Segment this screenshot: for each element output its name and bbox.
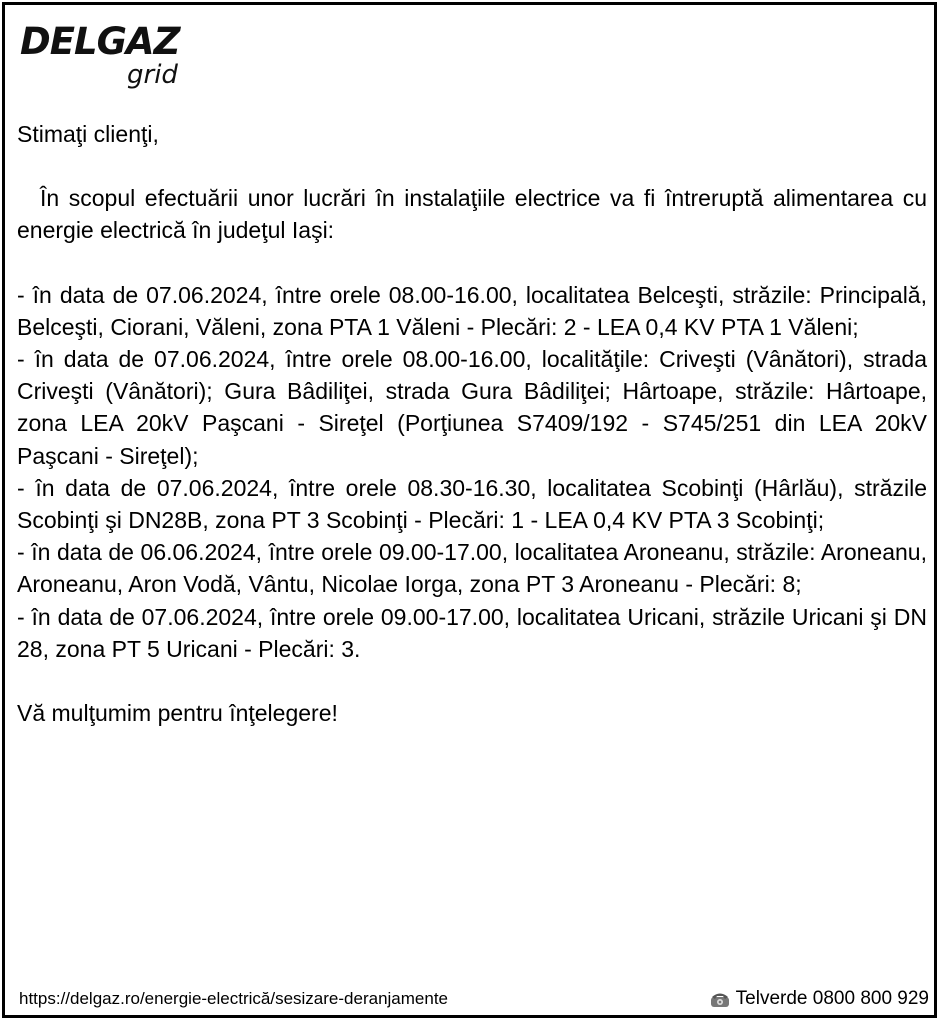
outage-item-4: - în data de 06.06.2024, între orele 09.00-17.00, localitatea Aroneanu, străzile: Aroneanu, Aroneanu, Aron Vodă, Vântu, Nicolae Iorga, zona PT 3 Aroneanu - Plecări: 8; <box>17 539 927 598</box>
footer-link[interactable]: https://delgaz.ro/energie-electrică/sesizare-deranjamente <box>19 989 449 1008</box>
notice-content <box>17 118 927 729</box>
logo-main-text: DELGAZ <box>20 20 180 63</box>
greeting: Stimaţi clienţi, <box>17 121 159 147</box>
logo-sub-text: grid <box>127 60 178 90</box>
outage-item-1: - în data de 07.06.2024, între orele 08.00-16.00, localitatea Belceşti, străzile: Principală, Belceşti, Ciorani, Văleni, zona PTA 1 Văleni - Plecări: 2 - LEA 0,4 KV PTA 1 Văleni; <box>17 281 927 340</box>
closing-line: Vă mulţumim pentru înţelegere! <box>17 700 338 727</box>
intro-paragraph: În scopul efectuării unor lucrări în instalaţiile electrice va fi întreruptă alimentarea cu energie electrică în judeţul Iaşi: <box>17 185 927 244</box>
phone-icon <box>710 989 730 1009</box>
outage-item-3: - în data de 07.06.2024, între orele 08.30-16.30, localitatea Scobinţi (Hârlău), străzile Scobinţi şi DN28B, zona PT 3 Scobinţi - Plecări: 1 - LEA 0,4 KV PTA 3 Scobinţi; <box>17 474 927 534</box>
footer-phone <box>710 987 929 1011</box>
outage-item-2: - în data de 07.06.2024, între orele 08.00-16.00, localităţile: Criveşti (Vânători), strada Criveşti (Vânători); Gura Bâdiliţei, strada Gura Bâdiliţei; Hârtoape, străzile: Hârtoape, zona LEA 20kV Paşcani - Sireţel (Porţiunea S7409/192 - S745/251 din LEA 20kV Paşcani - Sireţel); <box>17 346 927 469</box>
phone-label: Telverde 0800 800 929 <box>735 988 929 1009</box>
outage-item-5: - în data de 07.06.2024, între orele 09.00-17.00, localitatea Uricani, străzile Uricani şi DN 28, zona PT 5 Uricani - Plecări: 3. <box>17 603 927 662</box>
delgaz-grid-logo <box>20 22 200 92</box>
